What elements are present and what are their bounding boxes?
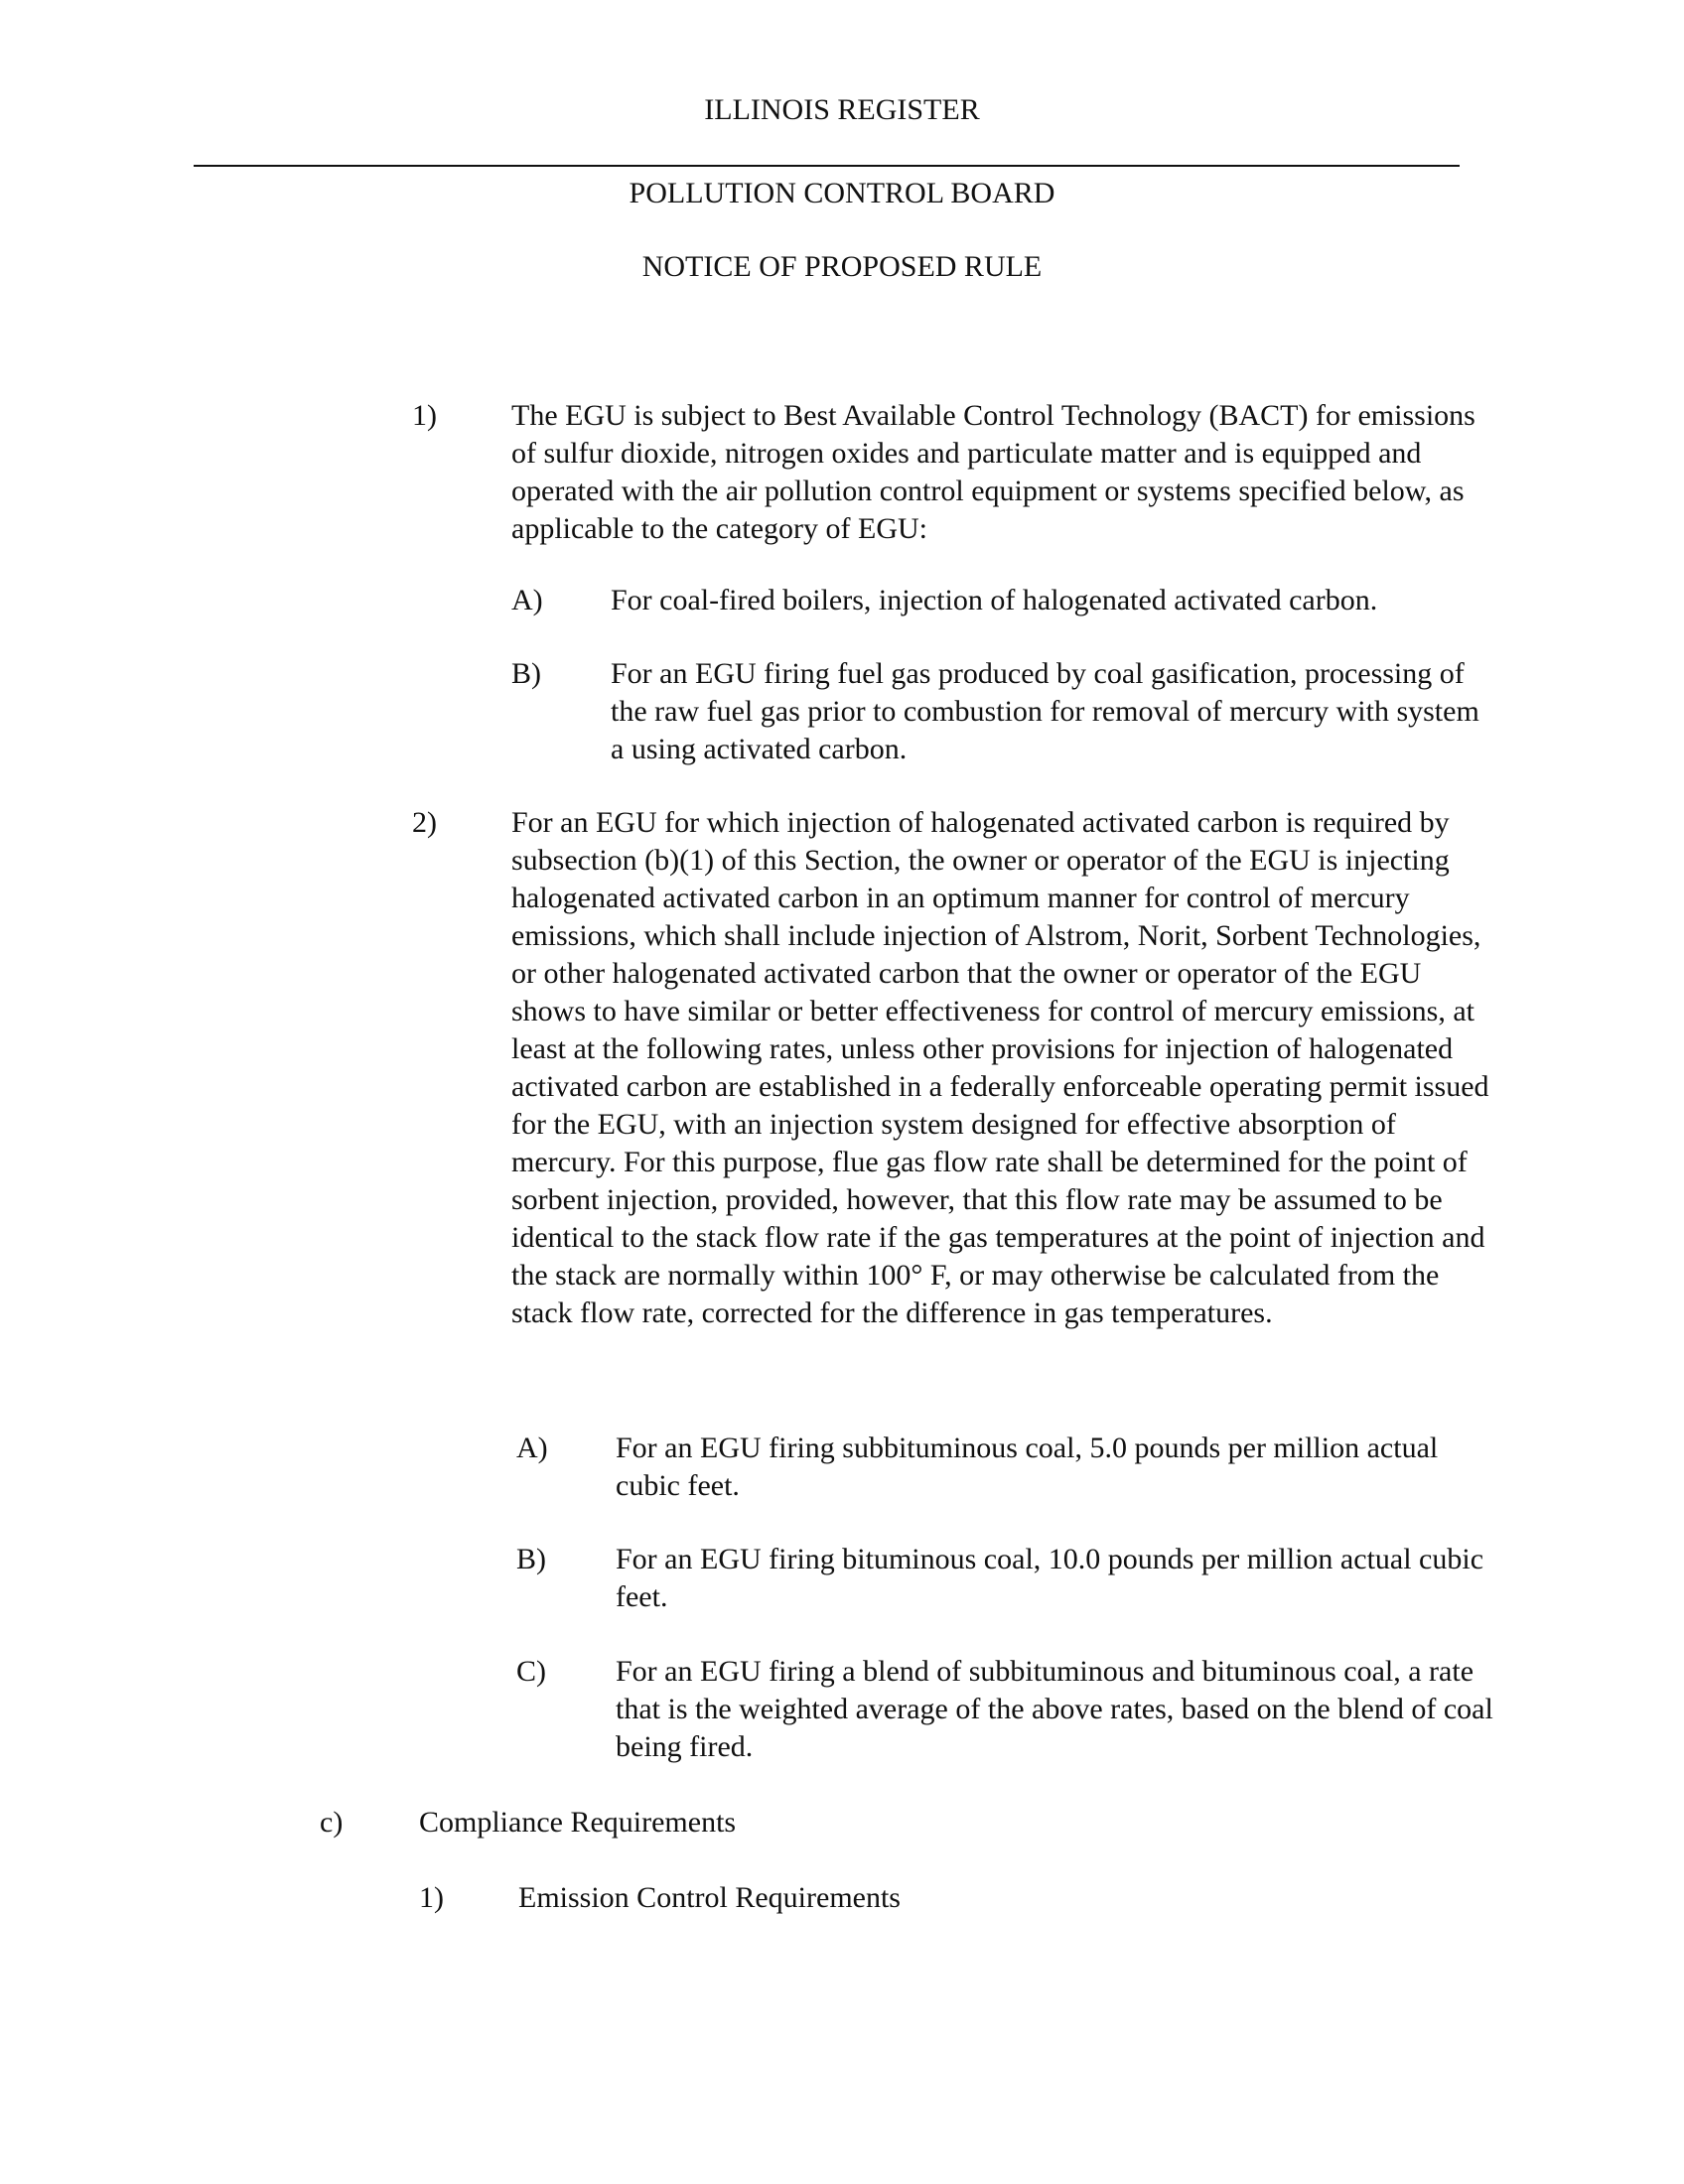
section-c-text: Compliance Requirements <box>419 1806 737 1839</box>
item-2a-text: For an EGU firing subbituminous coal, 5.0 pounds per million actual cubic feet. <box>616 1432 1439 1502</box>
item-1-label: 1) <box>412 399 437 432</box>
item-1b-text: For an EGU firing fuel gas produced by coal gasification, processing of the raw fuel gas prior to combustion for removal of mercury with system a using activated carbon. <box>611 657 1479 765</box>
register-title: ILLINOIS REGISTER <box>704 93 980 126</box>
section-c-label: c) <box>320 1806 344 1839</box>
item-1a-text: For coal-fired boilers, injection of halogenated activated carbon. <box>611 584 1378 616</box>
item-2c-text: For an EGU firing a blend of subbituminous and bituminous coal, a rate that is the weighted average of the above rates, based on the blend of coal being fired. <box>616 1655 1493 1763</box>
item-2b-text: For an EGU firing bituminous coal, 10.0 pounds per million actual cubic feet. <box>616 1543 1484 1613</box>
notice-title: NOTICE OF PROPOSED RULE <box>641 250 1043 283</box>
section-c-item-1-text: Emission Control Requirements <box>518 1881 901 1914</box>
header-divider <box>194 165 1460 167</box>
section-c-item-1-label: 1) <box>419 1881 444 1914</box>
item-2c-label: C) <box>516 1655 546 1688</box>
item-1a-label: A) <box>511 584 543 616</box>
item-1-text: The EGU is subject to Best Available Control Technology (BACT) for emissions of sulfur dioxide, nitrogen oxides and particulate matter and is equipped and operated with the air pollution control equipment or systems specified below, as applicable to the category of EGU: <box>511 399 1475 545</box>
board-title: POLLUTION CONTROL BOARD <box>629 177 1055 209</box>
item-2-label: 2) <box>412 806 437 839</box>
item-2b-label: B) <box>516 1543 546 1575</box>
item-1b-label: B) <box>511 657 541 690</box>
item-2-text: For an EGU for which injection of halogenated activated carbon is required by subsection (b)(1) of this Section, the owner or operator of the EGU is injecting halogenated activated carbon in an optimum manner for control of mercury emissions, which shall include injection of Alstrom, Norit, Sorbent Technologies, or other halogenated activated carbon that the owner or operator of the EGU shows to have similar or better effectiveness for control of mercury emissions, at least at the following rates, unless other provisions for injection of halogenated activated carbon are established in a federally enforceable operating permit issued for the EGU, with an injection system designed for effective absorption of mercury. For this purpose, flue gas flow rate shall be determined for the point of sorbent injection, provided, however, that this flow rate may be assumed to be identical to the stack flow rate if the gas temperatures at the point of injection and the stack are normally within 100° F, or may otherwise be calculated from the stack flow rate, corrected for the difference in gas temperatures. <box>511 806 1489 1329</box>
item-2a-label: A) <box>516 1432 548 1464</box>
